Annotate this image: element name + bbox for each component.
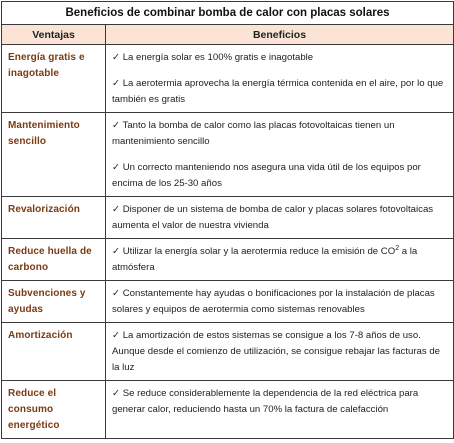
beneficio-text: La amortización de estos sistemas se consigue a los 7-8 años de uso. Aunque desde el comienzo de utilización, se consigue rebajar las facturas de la luz: [112, 330, 440, 373]
ventaja-cell: Reduce el consumo energético: [2, 381, 106, 439]
beneficio-cell: [106, 45, 454, 113]
table-row: [2, 281, 454, 323]
beneficio-text: Un correcto manteniendo nos asegura una vida útil de los equipos por encima de los 25-30 años: [112, 162, 421, 189]
beneficio-text: Tanto la bomba de calor como las placas fotovoltaicas tienen un mantenimiento sencillo: [112, 120, 395, 147]
check-icon: ✓: [112, 204, 121, 215]
check-icon: ✓: [112, 388, 121, 399]
beneficio-item: [112, 118, 447, 150]
beneficio-text: Se reduce considerablemente la dependencia de la red eléctrica para generar calor, reduciendo hasta un 70% la factura de calefacción: [112, 388, 419, 415]
beneficio-cell: [106, 281, 454, 323]
ventaja-cell: Subvenciones y ayudas: [2, 281, 106, 323]
table-row: [2, 323, 454, 381]
table-title-row: [2, 2, 454, 25]
beneficio-item: [112, 328, 447, 376]
beneficio-item: [112, 160, 447, 192]
benefits-table: [1, 1, 454, 439]
header-ventajas: Ventajas: [2, 25, 106, 45]
beneficio-text: Constantemente hay ayudas o bonificaciones por la instalación de placas solares y equipos de aerotermia como sistemas renovables: [112, 288, 435, 315]
table-row: [2, 239, 454, 281]
check-icon: ✓: [112, 246, 121, 257]
beneficio-cell: [106, 239, 454, 281]
table-header-row: [2, 25, 454, 45]
beneficio-item: [112, 76, 447, 108]
beneficio-cell: [106, 197, 454, 239]
beneficio-cell: [106, 113, 454, 197]
check-icon: ✓: [112, 120, 121, 131]
ventaja-cell: Mantenimiento sencillo: [2, 113, 106, 197]
document-page: [1, 1, 453, 441]
ventaja-cell: Amortización: [2, 323, 106, 381]
ventaja-cell: Energía gratis e inagotable: [2, 45, 106, 113]
ventaja-cell: Revalorización: [2, 197, 106, 239]
beneficio-superscript: 2: [395, 245, 400, 252]
table-row: [2, 381, 454, 439]
ventaja-cell: Reduce huella de carbono: [2, 239, 106, 281]
beneficio-item: [112, 286, 447, 318]
beneficio-item: [112, 202, 447, 234]
beneficio-text: La aerotermia aprovecha la energía térmica contenida en el aire, por lo que también es gratis: [112, 78, 444, 105]
check-icon: ✓: [112, 78, 121, 89]
beneficio-text-before: Utilizar la energía solar y la aerotermia reduce la emisión de CO: [122, 246, 396, 257]
beneficio-text-after: a la atmósfera: [112, 246, 418, 273]
beneficio-cell: [106, 323, 454, 381]
header-beneficios: Beneficios: [106, 25, 454, 45]
beneficio-item: [112, 50, 447, 66]
beneficio-item: [112, 244, 447, 276]
beneficio-item: [112, 386, 447, 418]
check-icon: ✓: [112, 330, 121, 341]
check-icon: ✓: [112, 162, 121, 173]
table-row: [2, 197, 454, 239]
beneficio-text: La energía solar es 100% gratis e inagotable: [122, 52, 314, 63]
check-icon: ✓: [112, 288, 121, 299]
table-row: [2, 45, 454, 113]
beneficio-text: Disponer de un sistema de bomba de calor y placas solares fotovoltaicas aumenta el valor de nuestra vivienda: [112, 204, 434, 231]
table-row: [2, 113, 454, 197]
check-icon: ✓: [112, 52, 121, 63]
table-title: Beneficios de combinar bomba de calor con placas solares: [2, 2, 454, 25]
beneficio-cell: [106, 381, 454, 439]
